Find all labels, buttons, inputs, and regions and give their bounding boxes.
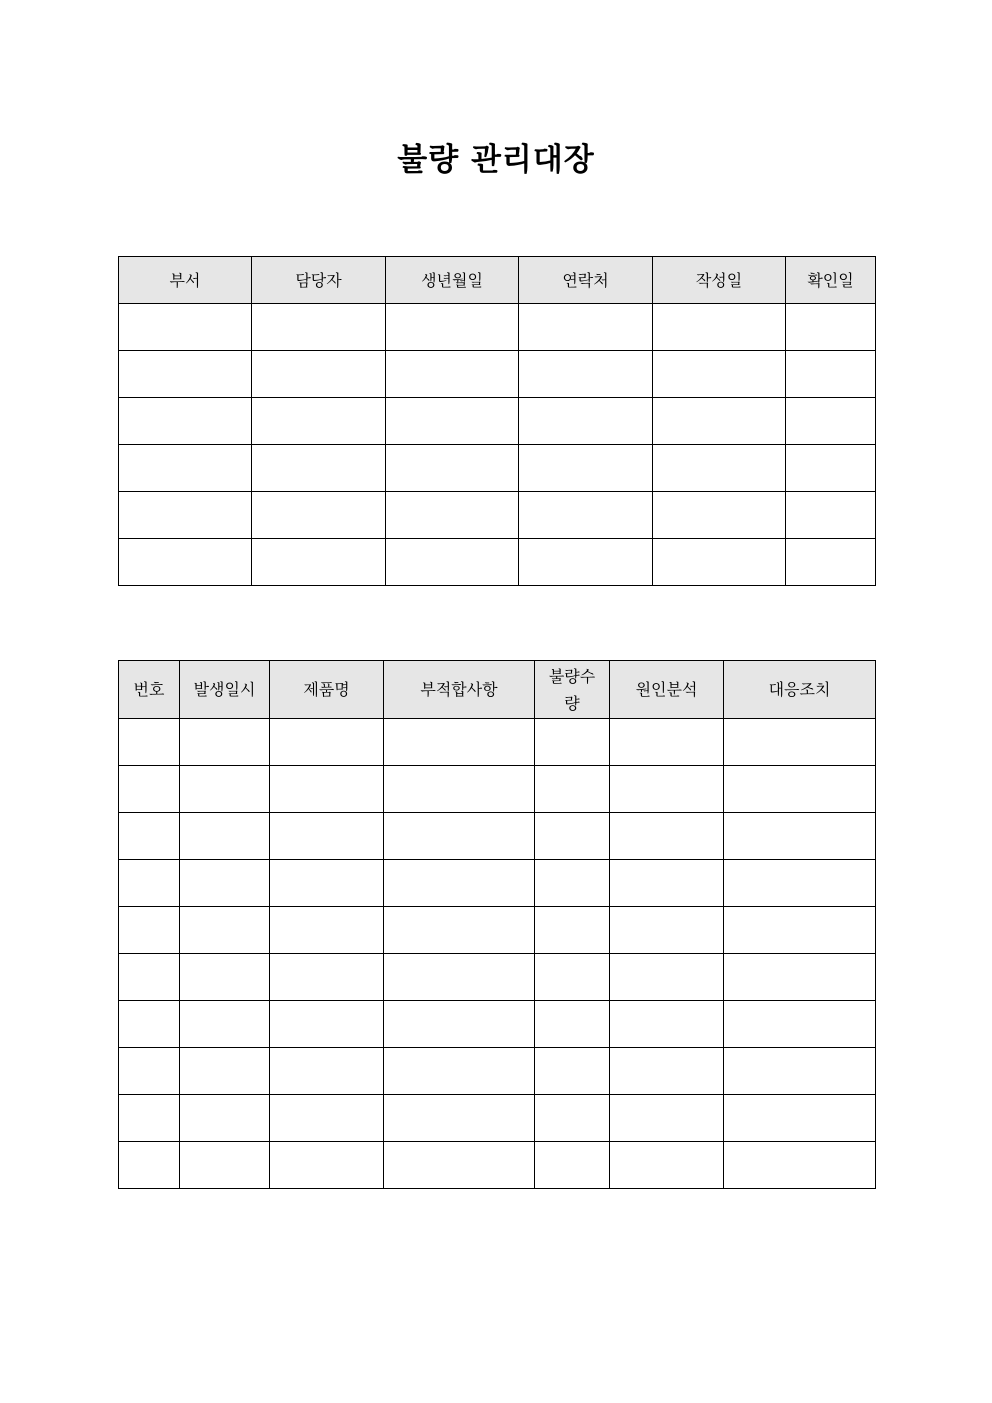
table-cell[interactable]	[252, 445, 386, 492]
table-cell[interactable]	[724, 860, 876, 907]
table-cell[interactable]	[653, 304, 786, 351]
table-cell[interactable]	[270, 954, 384, 1001]
table-cell[interactable]	[386, 492, 519, 539]
table-cell[interactable]	[535, 1142, 610, 1189]
table-cell[interactable]	[610, 1142, 724, 1189]
header-countermeasure: 대응조치	[724, 661, 876, 719]
defect-log-table	[118, 660, 876, 1189]
table-cell[interactable]	[535, 954, 610, 1001]
table-cell[interactable]	[119, 304, 252, 351]
table-cell[interactable]	[119, 492, 252, 539]
table-cell[interactable]	[384, 1142, 535, 1189]
table-cell[interactable]	[535, 860, 610, 907]
header-confirmed-date: 확인일	[786, 257, 876, 304]
table-cell[interactable]	[270, 813, 384, 860]
table-cell[interactable]	[519, 445, 653, 492]
table-cell[interactable]	[786, 351, 876, 398]
table-cell[interactable]	[119, 398, 252, 445]
table-cell[interactable]	[786, 492, 876, 539]
table-cell[interactable]	[535, 1095, 610, 1142]
table-cell[interactable]	[180, 907, 270, 954]
table-cell[interactable]	[786, 539, 876, 586]
table-cell[interactable]	[384, 954, 535, 1001]
header-occurrence-datetime: 발생일시	[180, 661, 270, 719]
header-written-date: 작성일	[653, 257, 786, 304]
table-cell[interactable]	[610, 1001, 724, 1048]
table-cell[interactable]	[119, 1142, 180, 1189]
table-cell[interactable]	[252, 304, 386, 351]
table-cell[interactable]	[252, 398, 386, 445]
table-cell[interactable]	[252, 539, 386, 586]
table-cell[interactable]	[653, 351, 786, 398]
table-cell[interactable]	[610, 954, 724, 1001]
table-row	[119, 860, 876, 907]
table-cell[interactable]	[270, 860, 384, 907]
table-cell[interactable]	[724, 1142, 876, 1189]
table-cell[interactable]	[270, 907, 384, 954]
table-cell[interactable]	[119, 1001, 180, 1048]
table-cell[interactable]	[180, 813, 270, 860]
table-row	[119, 304, 876, 351]
table-cell[interactable]	[119, 813, 180, 860]
table-row	[119, 1095, 876, 1142]
table-cell[interactable]	[724, 766, 876, 813]
table-cell[interactable]	[384, 1048, 535, 1095]
table-row	[119, 445, 876, 492]
table-row	[119, 954, 876, 1001]
table-cell[interactable]	[535, 1048, 610, 1095]
table-cell[interactable]	[610, 907, 724, 954]
table-cell[interactable]	[610, 719, 724, 766]
table-cell[interactable]	[384, 860, 535, 907]
table-cell[interactable]	[535, 1001, 610, 1048]
table-cell[interactable]	[119, 719, 180, 766]
table-cell[interactable]	[724, 1001, 876, 1048]
table-cell[interactable]	[386, 304, 519, 351]
table-cell[interactable]	[786, 398, 876, 445]
table-cell[interactable]	[610, 1048, 724, 1095]
table-row	[119, 1142, 876, 1189]
table-cell[interactable]	[519, 351, 653, 398]
table-row	[119, 1001, 876, 1048]
table-cell[interactable]	[610, 766, 724, 813]
table-cell[interactable]	[653, 445, 786, 492]
table-cell[interactable]	[724, 813, 876, 860]
table-cell[interactable]	[252, 492, 386, 539]
table-cell[interactable]	[519, 304, 653, 351]
table-cell[interactable]	[386, 351, 519, 398]
header-product-name: 제품명	[270, 661, 384, 719]
table-cell[interactable]	[384, 813, 535, 860]
table-cell[interactable]	[610, 813, 724, 860]
table-row	[119, 907, 876, 954]
table-cell[interactable]	[519, 398, 653, 445]
table-header-row	[119, 661, 876, 719]
header-cause-analysis: 원인분석	[610, 661, 724, 719]
table-cell[interactable]	[535, 719, 610, 766]
table-cell[interactable]	[535, 813, 610, 860]
table-cell[interactable]	[180, 766, 270, 813]
table-cell[interactable]	[119, 351, 252, 398]
table-row	[119, 492, 876, 539]
table-cell[interactable]	[786, 445, 876, 492]
table-row	[119, 766, 876, 813]
table-cell[interactable]	[119, 1048, 180, 1095]
table-row	[119, 1048, 876, 1095]
table-cell[interactable]	[519, 539, 653, 586]
table-cell[interactable]	[724, 954, 876, 1001]
table-row	[119, 398, 876, 445]
table-cell[interactable]	[252, 351, 386, 398]
table-cell[interactable]	[119, 907, 180, 954]
table-cell[interactable]	[724, 719, 876, 766]
header-person-in-charge: 담당자	[252, 257, 386, 304]
table-cell[interactable]	[180, 1001, 270, 1048]
table-cell[interactable]	[180, 719, 270, 766]
table-cell[interactable]	[386, 445, 519, 492]
table-cell[interactable]	[724, 907, 876, 954]
table-cell[interactable]	[119, 954, 180, 1001]
table-row	[119, 813, 876, 860]
table-cell[interactable]	[384, 766, 535, 813]
table-cell[interactable]	[724, 1095, 876, 1142]
header-contact: 연락처	[519, 257, 653, 304]
table-cell[interactable]	[270, 1142, 384, 1189]
table-cell[interactable]	[786, 304, 876, 351]
table-cell[interactable]	[270, 1095, 384, 1142]
table-cell[interactable]	[535, 907, 610, 954]
header-birth-date: 생년월일	[386, 257, 519, 304]
table-cell[interactable]	[610, 1095, 724, 1142]
table-cell[interactable]	[519, 492, 653, 539]
table-cell[interactable]	[270, 766, 384, 813]
table-cell[interactable]	[270, 719, 384, 766]
header-nonconformity: 부적합사항	[384, 661, 535, 719]
table-cell[interactable]	[386, 539, 519, 586]
table-cell[interactable]	[386, 398, 519, 445]
table-cell[interactable]	[180, 1048, 270, 1095]
table-cell[interactable]	[384, 907, 535, 954]
table-cell[interactable]	[535, 766, 610, 813]
table-row	[119, 719, 876, 766]
table-cell[interactable]	[119, 766, 180, 813]
header-defect-quantity: 불량수 량	[535, 661, 610, 719]
table-cell[interactable]	[724, 1048, 876, 1095]
table-cell[interactable]	[384, 1001, 535, 1048]
table-cell[interactable]	[270, 1048, 384, 1095]
manager-info-table	[118, 256, 876, 586]
table-cell[interactable]	[180, 954, 270, 1001]
document-title: 불량 관리대장	[397, 142, 595, 178]
table-cell[interactable]	[119, 1095, 180, 1142]
header-department: 부서	[119, 257, 252, 304]
table-cell[interactable]	[270, 1001, 384, 1048]
header-number: 번호	[119, 661, 180, 719]
table-header-row	[119, 257, 876, 304]
table-cell[interactable]	[653, 398, 786, 445]
table-cell[interactable]	[180, 1142, 270, 1189]
table-cell[interactable]	[180, 1095, 270, 1142]
table-cell[interactable]	[119, 860, 180, 907]
table-cell[interactable]	[119, 445, 252, 492]
table-cell[interactable]	[180, 860, 270, 907]
table-row	[119, 351, 876, 398]
table-cell[interactable]	[610, 860, 724, 907]
table-cell[interactable]	[653, 539, 786, 586]
table-cell[interactable]	[119, 539, 252, 586]
table-cell[interactable]	[384, 1095, 535, 1142]
table-row	[119, 539, 876, 586]
table-cell[interactable]	[653, 492, 786, 539]
table-cell[interactable]	[384, 719, 535, 766]
